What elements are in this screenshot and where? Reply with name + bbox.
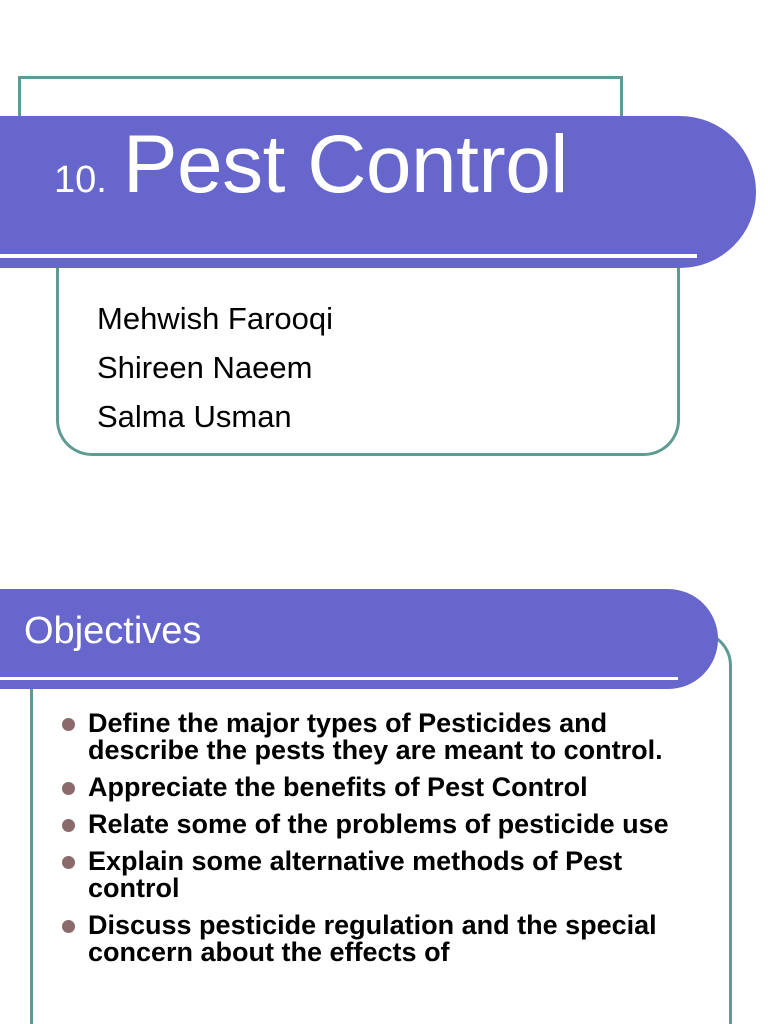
author-name: Mehwish Farooqi [97, 301, 334, 336]
bullet-icon [62, 718, 75, 731]
slide-title-text: Pest Control [122, 119, 569, 210]
objective-text: Appreciate the benefits of Pest Control [88, 772, 588, 802]
objective-item [58, 912, 698, 966]
objectives-heading: Objectives [24, 610, 202, 652]
objective-text: Relate some of the problems of pesticide use [88, 809, 669, 839]
author-name: Salma Usman [97, 399, 292, 434]
objective-item [58, 848, 698, 902]
objective-item [58, 710, 698, 764]
objective-text: Discuss pesticide regulation and the special concern about the effects of [88, 910, 657, 967]
author-list [97, 294, 333, 441]
objective-item [58, 811, 698, 838]
bullet-icon [62, 782, 75, 795]
objective-item [58, 774, 698, 801]
objective-text: Define the major types of Pesticides and describe the pests they are meant to control. [88, 708, 663, 765]
bullet-icon [62, 819, 75, 832]
title-banner-divider [0, 254, 697, 258]
slide-number: 10. [54, 159, 107, 201]
slide-title [54, 118, 568, 218]
objective-text: Explain some alternative methods of Pest control [88, 846, 623, 903]
author-name: Shireen Naeem [97, 350, 313, 385]
bullet-icon [62, 856, 75, 869]
objectives-banner-divider [0, 677, 678, 680]
bullet-icon [62, 920, 75, 933]
objectives-list [58, 710, 698, 976]
